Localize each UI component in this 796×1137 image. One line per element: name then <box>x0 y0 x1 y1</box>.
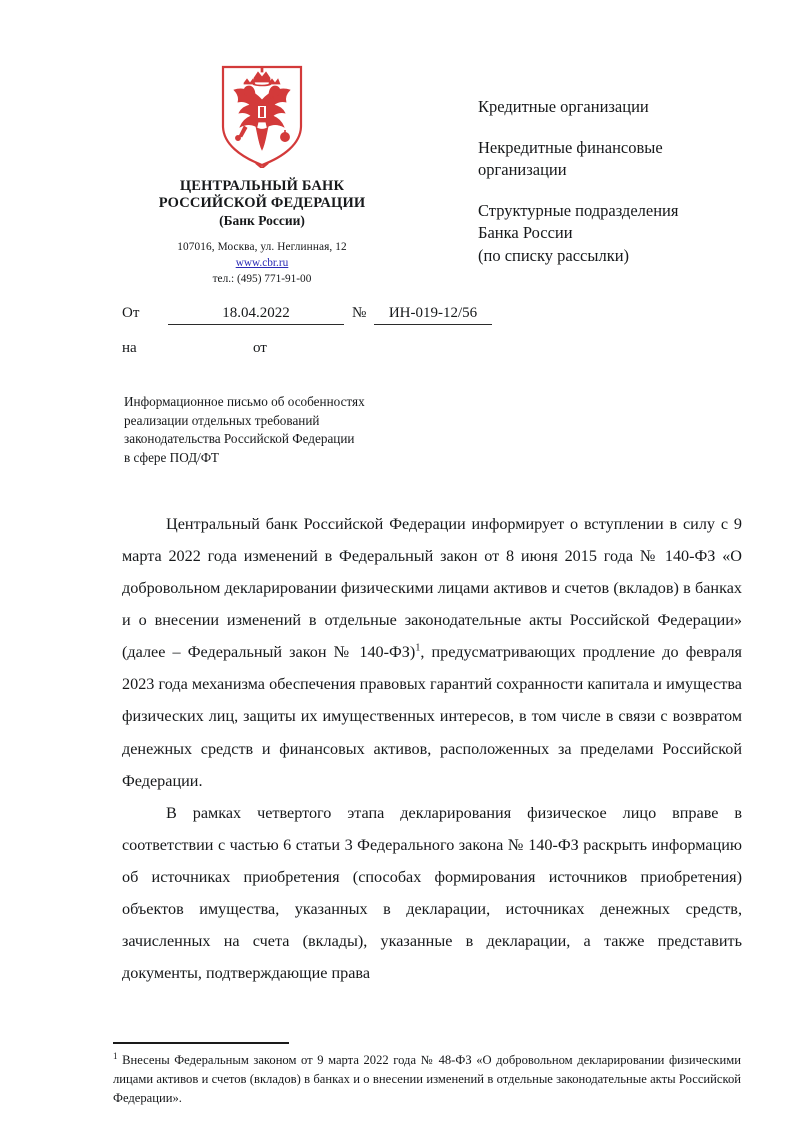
label-number: № <box>352 305 367 321</box>
subject-block <box>124 393 424 468</box>
footnote-text <box>113 1051 741 1108</box>
addressee-line-3c: (по списку рассылки) <box>478 245 630 265</box>
subject-line-2: реализации отдельных требований <box>124 412 320 428</box>
footnote-body: Внесены Федеральным законом от 9 марта 2022 года № 48-ФЗ «О добровольном декларировании физическими лицами активов и счетов (вкладов) в банках и о внесении изменений в отдельные законодательные акты Российской Федерации». <box>113 1053 741 1106</box>
label-from: От <box>122 305 140 321</box>
addressee-block <box>478 96 758 267</box>
reference-row-incoming <box>122 340 452 364</box>
reference-block <box>122 305 478 364</box>
letter-body <box>122 508 742 989</box>
body-paragraph-2: В рамках четвертого этапа декларирования физическое лицо вправе в соответствии с частью 6 статьи 3 Федерального закона № 140-ФЗ раскрыть информацию об источниках приобретения (способах формирования источников приобретения) объектов имущества, указанных в декларации, источниках денежных средств, зачисленных на счета (вклады), указанные в декларации, а также представить документы, подтверждающие права <box>122 803 742 983</box>
subject-line-4: в сфере ПОД/ФТ <box>124 450 219 466</box>
postal-address: 107016, Москва, ул. Неглинная, 12 <box>177 240 347 253</box>
addressee-noncredit-organizations <box>478 137 758 181</box>
subject-line-3: законодательства Российской Федерации <box>124 431 355 447</box>
phone-number: тел.: (495) 771-91-00 <box>212 272 312 285</box>
body-paragraph-1-part2: , предусматривающих продление до февраля 2023 года механизма обеспечения правовых гарантий сохранности капитала и имущества физических лиц, защиты их имущественных интересов, в том числе в связи с возвратом денежных средств и финансовых активов, расположенных за пределами Российской Федерации. <box>122 643 742 790</box>
footnote-marker: 1 <box>113 1050 118 1061</box>
addressee-line-3b: Банка России <box>478 223 573 243</box>
organization-name-line1: ЦЕНТРАЛЬНЫЙ БАНК <box>179 178 345 194</box>
addressee-line-2b: организации <box>478 160 567 180</box>
reference-row-outgoing <box>122 305 478 331</box>
contact-block <box>122 239 402 287</box>
label-reply-to: на <box>122 340 137 356</box>
organization-short-name: (Банк России) <box>219 212 305 228</box>
footnote-separator <box>113 1042 289 1044</box>
addressee-line-3a: Структурные подразделения <box>478 201 679 221</box>
body-paragraph-1 <box>122 508 742 797</box>
footnote-block <box>113 1042 743 1108</box>
footnote-reference-marker: 1 <box>415 642 421 654</box>
addressee-line-1: Кредитные организации <box>478 97 649 116</box>
website-link[interactable]: www.cbr.ru <box>235 256 289 269</box>
addressee-credit-organizations <box>478 96 758 118</box>
outgoing-number-field: ИН-019-12/56 <box>374 305 492 325</box>
label-reply-date: от <box>253 340 267 356</box>
organization-name-line2: РОССИЙСКОЙ ФЕДЕРАЦИИ <box>158 194 366 211</box>
addressee-structural-units <box>478 200 758 266</box>
body-paragraph-1-part1: Центральный банк Российской Федерации информирует о вступлении в силу с 9 марта 2022 года изменений в Федеральный закон от 8 июня 2015 года № 140-ФЗ «О добровольном декларировании физическими лицами активов и счетов (вкладов) в банках и о внесении изменений в отдельные законодательные акты Российской Федерации» (далее – Федеральный закон № 140-ФЗ) <box>122 515 742 662</box>
russian-coat-of-arms-icon <box>219 64 305 168</box>
subject-line-1: Информационное письмо об особенностях <box>124 394 365 409</box>
outgoing-date-field: 18.04.2022 <box>168 305 344 325</box>
letterhead <box>122 64 402 287</box>
addressee-line-2a: Некредитные финансовые <box>478 138 663 158</box>
